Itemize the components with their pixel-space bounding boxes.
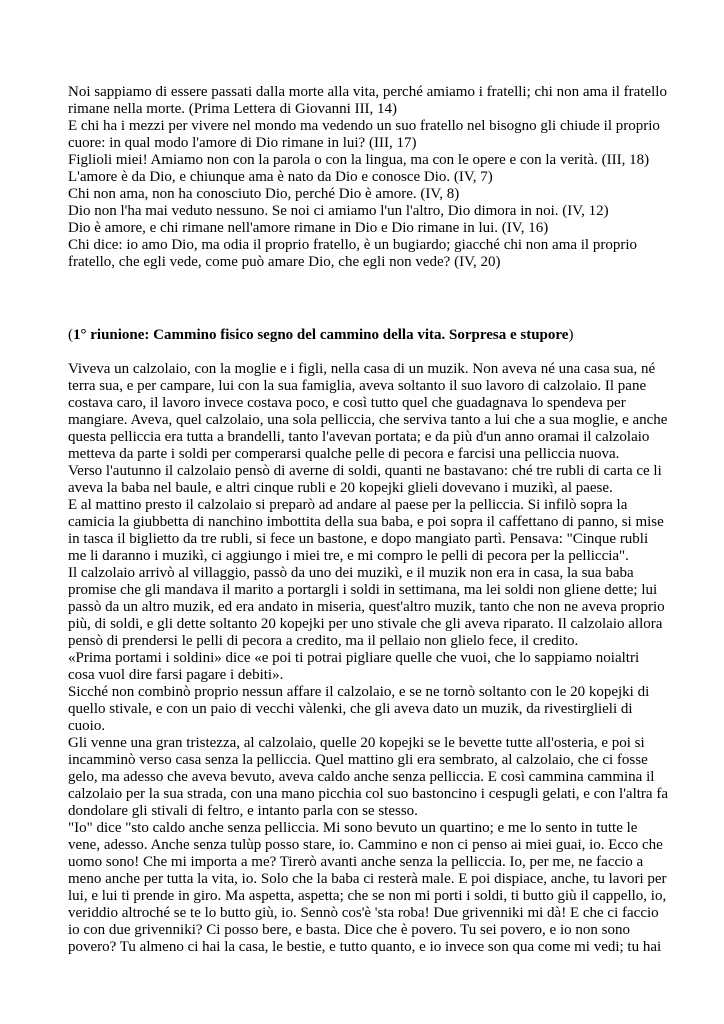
story-paragraph: Sicché non combinò proprio nessun affare il calzolaio, e se ne tornò soltanto con le 20 kopejki di quello stivale, e con un paio di vecchi vàlenki, che gli aveva dato un muzik, da rivestirglieli di cuoio. [68, 684, 650, 734]
heading-close-paren: ) [568, 327, 574, 343]
quote-line: E chi ha i mezzi per vivere nel mondo ma vedendo un suo fratello nel bisogno gli chiude il proprio cuore: in qual modo l'amore di Dio rimane in lui? (III, 17) [68, 118, 660, 151]
story-paragraph: «Prima portami i soldini» dice «e poi ti potrai pigliare quelle che vuoi, che lo sappiamo noialtri cosa vuol dire farsi pagare i debiti». [68, 650, 640, 683]
story-paragraph: Il calzolaio arrivò al villaggio, passò da uno dei muzikì, e il muzik non era in casa, la sua baba promise che gli mandava il marito a portargli i soldi in settimana, ma lei soldi non gliene dette; lui passò da un altro muzik, ed era andato in miseria, quest'altro muzik, tanto che non ne aveva proprio più, di soldi, e gli dette soltanto 20 kopejki per uno stivale che gli aveva riparato. Il calzolaio allora pensò di prendersi le pelli di pecora a credito, ma il pellaio non glielo fece, il credito. [68, 565, 665, 649]
story-paragraph: Verso l'autunno il calzolaio pensò di averne di soldi, quanti ne bastavano: ché tre rubli di carta ce li aveva la baba nel baule, e altri cinque rubli e 20 kopejki glieli dovevano i muzikì, al paese. [68, 463, 662, 496]
heading-open-paren: ( [68, 327, 73, 343]
story-paragraph: Viveva un calzolaio, con la moglie e i figli, nella casa di un muzik. Non aveva né una casa sua, né terra sua, e per campare, lui con la sua famiglia, aveva soltanto il suo lavoro di calzolaio. Il pane costava caro, il lavoro invece costava poco, e così tutto quel che guadagnava lo spendeva per mangiare. Aveva, quel calzolaio, una sola pelliccia, che serviva tanto a lui che a sua moglie, e anche questa pelliccia era tutta a brandelli, tanto l'avevan portata; e da più d'un anno oramai il calzolaio metteva da parte i soldi per comperarsi qualche pelle di pecora e farcisi una pelliccia nuova. [68, 361, 668, 462]
quote-line: Chi non ama, non ha conosciuto Dio, perché Dio è amore. (IV, 8) [68, 186, 460, 202]
quote-line: Noi sappiamo di essere passati dalla morte alla vita, perché amiamo i fratelli; chi non ama il fratello rimane nella morte. (Prima Lettera di Giovanni III, 14) [68, 84, 667, 117]
quote-line: Dio non l'ha mai veduto nessuno. Se noi ci amiamo l'un l'altro, Dio dimora in noi. (IV, 12) [68, 203, 609, 219]
document-page [68, 84, 668, 956]
quote-line: Dio è amore, e chi rimane nell'amore rimane in Dio e Dio rimane in lui. (IV, 16) [68, 220, 549, 236]
story-paragraph: "Io" dice "sto caldo anche senza pelliccia. Mi sono bevuto un quartino; e me lo sento in tutte le vene, adesso. Anche senza tulùp posso stare, io. Cammino e non ci penso ai miei guai, io. Ecco che uomo sono! Che mi importa a me? Tirerò avanti anche senza la pelliccia. Io, per me, ne faccio a meno anche per tutta la vita, io. Solo che la baba ci resterà male. E poi dispiace, anche, tu lavori per lui, e lui ti prende in giro. Ma aspetta, aspetta; che se non mi porti i soldi, ti butto giù il cappello, io, veriddio altroché se te lo butto giù, io. Sennò cos'è 'sta roba! Due grivenniki mi dà! E che ci faccio io con due grivenniki? Ci posso bere, e basta. Dice che è povero. Tu sei povero, e io non sono povero? Tu almeno ci hai la casa, le bestie, e tutto quanto, e io invece son qua come mi vedi; tu hai [68, 820, 667, 955]
quote-line: Figlioli miei! Amiamo non con la parola o con la lingua, ma con le opere e con la verità. (III, 18) [68, 152, 650, 168]
story-paragraph: Gli venne una gran tristezza, al calzolaio, quelle 20 kopejki se le bevette tutte all'osteria, e poi si incamminò verso casa senza la pelliccia. Quel mattino gli era sembrato, al calzolaio, che ci fosse gelo, ma adesso che aveva bevuto, aveva caldo anche senza pelliccia. E così cammina cammina il calzolaio per la sua strada, con una mano picchia col suo bastoncino i cespugli gelati, e con l'altra fa dondolare gli stivali di feltro, e intanto parla con se stesso. [68, 735, 668, 819]
story-paragraph: E al mattino presto il calzolaio si preparò ad andare al paese per la pelliccia. Si infilò sopra la camicia la giubbetta di nanchino imbottita della sua baba, e poi sopra il caffettano di panno, si mise in tasca il biglietto da tre rubli, si fece un bastone, e dopo mangiato partì. Pensava: "Cinque rubli me li daranno i muzikì, ci aggiungo i miei tre, e mi compro le pelli di pecora per la pelliccia". [68, 497, 664, 564]
section-heading [68, 327, 668, 344]
heading-title: 1° riunione: Cammino fisico segno del cammino della vita. Sorpresa e stupore [73, 327, 569, 343]
story-text [68, 361, 668, 956]
quote-line: L'amore è da Dio, e chiunque ama è nato da Dio e conosce Dio. (IV, 7) [68, 169, 493, 185]
bible-quotes [68, 84, 668, 271]
quote-line: Chi dice: io amo Dio, ma odia il proprio fratello, è un bugiardo; giacché chi non ama il proprio fratello, che egli vede, come può amare Dio, che egli non vede? (IV, 20) [68, 237, 638, 270]
